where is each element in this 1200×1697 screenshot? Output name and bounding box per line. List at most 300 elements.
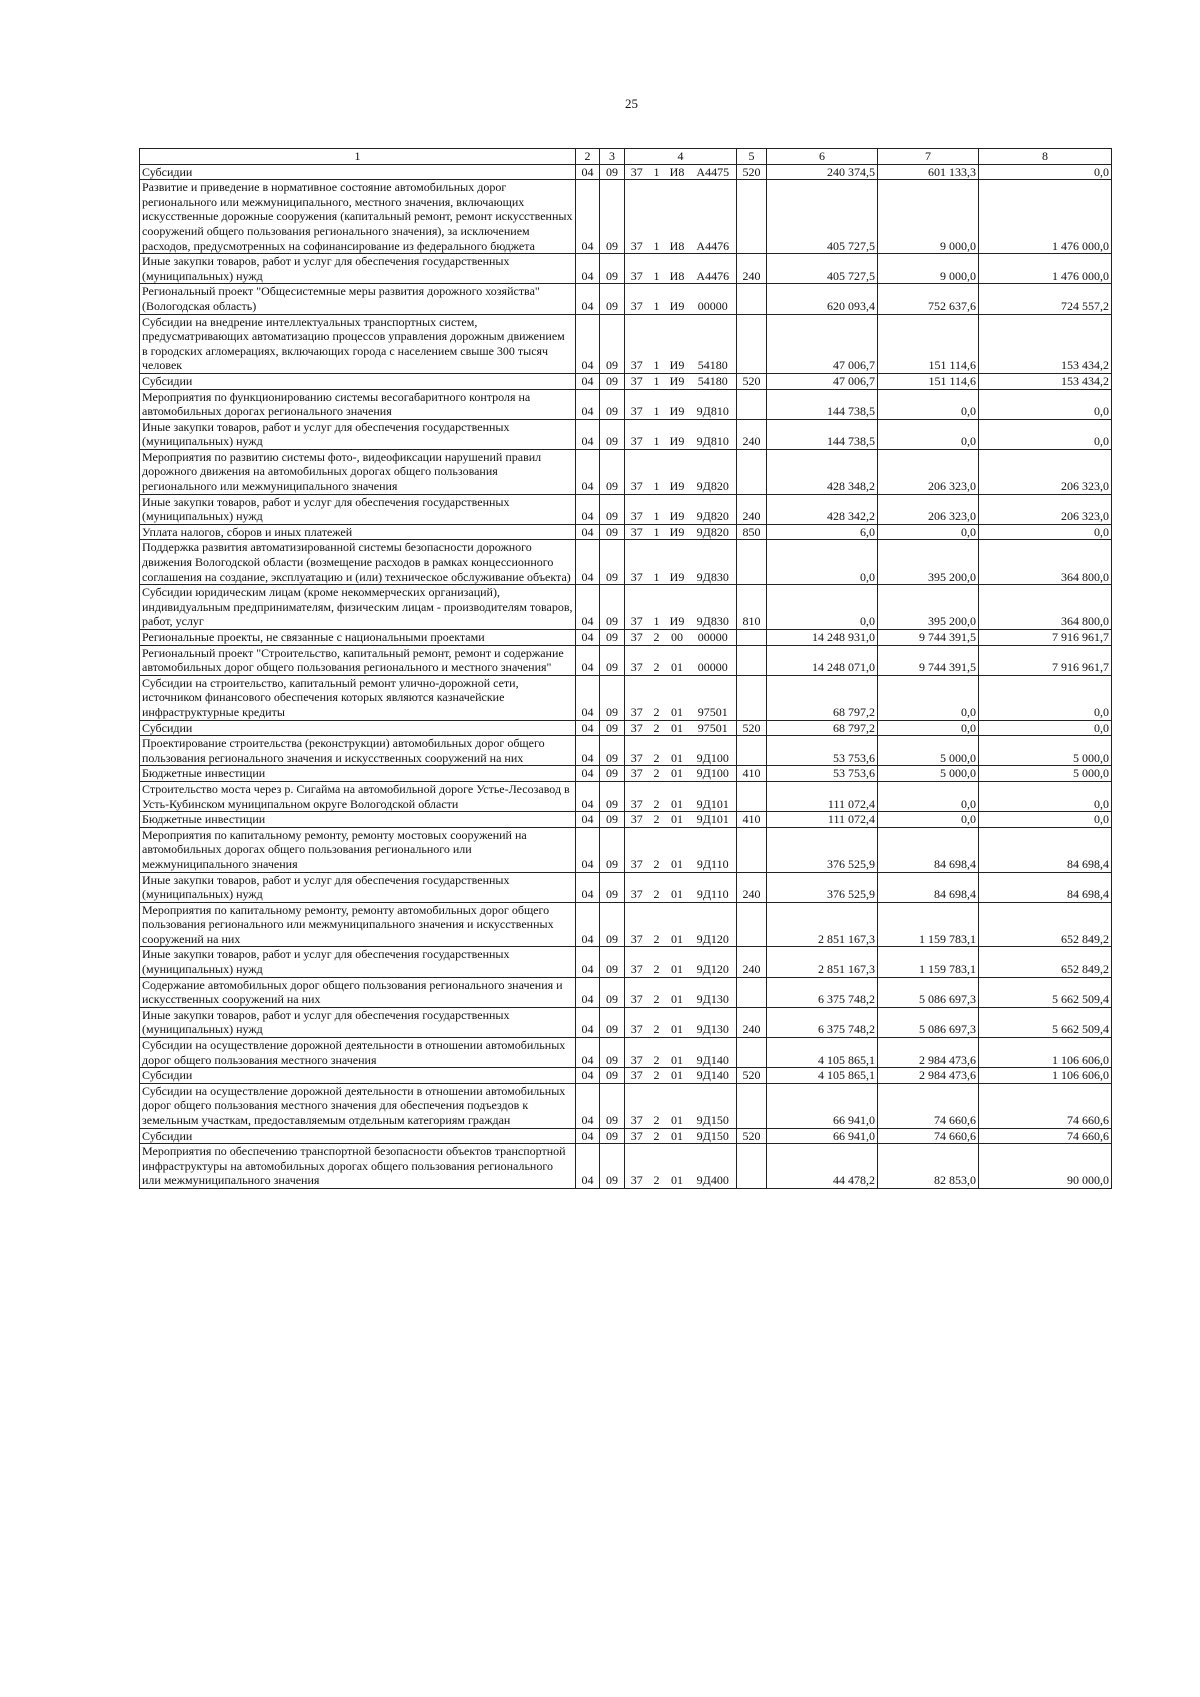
amount-col-7: 82 853,0 — [878, 1144, 979, 1189]
direction-code: 9Д120 — [690, 902, 737, 947]
program-code: 37 — [625, 1083, 649, 1128]
table-row — [140, 389, 1112, 419]
project-code: И8 — [665, 164, 690, 180]
direction-code: 00000 — [690, 645, 737, 675]
amount-col-8: 0,0 — [979, 781, 1112, 811]
table-row — [140, 284, 1112, 314]
section-code: 04 — [576, 720, 600, 736]
amount-col-6: 6,0 — [767, 524, 878, 540]
expense-type-code — [737, 314, 767, 373]
project-code: 01 — [665, 720, 690, 736]
expense-type-code: 520 — [737, 720, 767, 736]
amount-col-6: 144 738,5 — [767, 419, 878, 449]
table-row — [140, 827, 1112, 872]
project-code: 01 — [665, 766, 690, 782]
subsection-code: 09 — [600, 314, 625, 373]
program-code: 37 — [625, 494, 649, 524]
row-name: Мероприятия по капитальному ремонту, ремонту мостовых сооружений на автомобильных дорогах общего пользования регионального или межмуниципального значения — [140, 827, 576, 872]
subprogram-code: 2 — [649, 977, 665, 1007]
subsection-code: 09 — [600, 675, 625, 720]
program-code: 37 — [625, 1144, 649, 1189]
expense-type-code: 240 — [737, 419, 767, 449]
amount-col-8: 84 698,4 — [979, 827, 1112, 872]
amount-col-7: 0,0 — [878, 720, 979, 736]
amount-col-6: 6 375 748,2 — [767, 1007, 878, 1037]
subprogram-code: 2 — [649, 1083, 665, 1128]
program-code: 37 — [625, 524, 649, 540]
project-code: 01 — [665, 1038, 690, 1068]
amount-col-6: 405 727,5 — [767, 254, 878, 284]
amount-col-7: 601 133,3 — [878, 164, 979, 180]
header-cell-4: 4 — [625, 149, 737, 165]
project-code: 01 — [665, 1128, 690, 1144]
direction-code: 9Д140 — [690, 1068, 737, 1084]
direction-code: 9Д810 — [690, 419, 737, 449]
project-code: И9 — [665, 419, 690, 449]
expense-type-code — [737, 449, 767, 494]
row-name: Иные закупки товаров, работ и услуг для обеспечения государственных (муниципальных) нужд — [140, 419, 576, 449]
amount-col-8: 5 000,0 — [979, 766, 1112, 782]
subprogram-code: 2 — [649, 902, 665, 947]
header-cell-3: 3 — [600, 149, 625, 165]
amount-col-6: 6 375 748,2 — [767, 977, 878, 1007]
subsection-code: 09 — [600, 524, 625, 540]
amount-col-8: 74 660,6 — [979, 1083, 1112, 1128]
direction-code: А4476 — [690, 254, 737, 284]
direction-code: 9Д130 — [690, 977, 737, 1007]
amount-col-8: 1 106 606,0 — [979, 1038, 1112, 1068]
table-row — [140, 1128, 1112, 1144]
table-row — [140, 180, 1112, 254]
subsection-code: 09 — [600, 902, 625, 947]
amount-col-8: 5 662 509,4 — [979, 1007, 1112, 1037]
row-name: Развитие и приведение в нормативное состояние автомобильных дорог регионального или межмуниципального, местного значения, включающих искусственные дорожные сооружения (капитальный ремонт, ремонт искусственных сооружений общего пользования регионального значения), за исключением расходов, предусмотренных на софинансирование из федерального бюджета — [140, 180, 576, 254]
expense-type-code: 410 — [737, 766, 767, 782]
table-row — [140, 872, 1112, 902]
amount-col-6: 4 105 865,1 — [767, 1068, 878, 1084]
row-name: Мероприятия по развитию системы фото-, видеофиксации нарушений правил дорожного движения на автомобильных дорогах общего пользования регионального или межмуниципального значения — [140, 449, 576, 494]
project-code: И8 — [665, 254, 690, 284]
project-code: 01 — [665, 1083, 690, 1128]
amount-col-7: 2 984 473,6 — [878, 1068, 979, 1084]
amount-col-7: 0,0 — [878, 524, 979, 540]
subprogram-code: 2 — [649, 1144, 665, 1189]
expense-type-code: 520 — [737, 1128, 767, 1144]
amount-col-8: 0,0 — [979, 389, 1112, 419]
amount-col-7: 0,0 — [878, 389, 979, 419]
amount-col-8: 5 000,0 — [979, 736, 1112, 766]
section-code: 04 — [576, 180, 600, 254]
section-code: 04 — [576, 675, 600, 720]
subsection-code: 09 — [600, 389, 625, 419]
amount-col-8: 206 323,0 — [979, 449, 1112, 494]
program-code: 37 — [625, 766, 649, 782]
section-code: 04 — [576, 977, 600, 1007]
subprogram-code: 1 — [649, 494, 665, 524]
amount-col-8: 0,0 — [979, 812, 1112, 828]
header-cell-5: 5 — [737, 149, 767, 165]
amount-col-8: 153 434,2 — [979, 373, 1112, 389]
amount-col-6: 53 753,6 — [767, 736, 878, 766]
amount-col-7: 0,0 — [878, 781, 979, 811]
row-name: Поддержка развития автоматизированной системы безопасности дорожного движения Вологодской области (возмещение расходов в рамках концессионного соглашения на создание, эксплуатацию и (или) техническое обслуживание объекта) — [140, 540, 576, 585]
amount-col-6: 240 374,5 — [767, 164, 878, 180]
program-code: 37 — [625, 902, 649, 947]
row-name: Субсидии — [140, 1068, 576, 1084]
header-cell-2: 2 — [576, 149, 600, 165]
subprogram-code: 2 — [649, 675, 665, 720]
row-name: Региональный проект "Строительство, капитальный ремонт, ремонт и содержание автомобильных дорог общего пользования регионального и местного значения" — [140, 645, 576, 675]
amount-col-7: 9 000,0 — [878, 180, 979, 254]
amount-col-8: 5 662 509,4 — [979, 977, 1112, 1007]
subprogram-code: 1 — [649, 314, 665, 373]
amount-col-6: 0,0 — [767, 540, 878, 585]
direction-code: 9Д830 — [690, 540, 737, 585]
expense-type-code: 240 — [737, 494, 767, 524]
subprogram-code: 2 — [649, 736, 665, 766]
subsection-code: 09 — [600, 766, 625, 782]
subsection-code: 09 — [600, 1144, 625, 1189]
amount-col-6: 66 941,0 — [767, 1083, 878, 1128]
amount-col-8: 90 000,0 — [979, 1144, 1112, 1189]
subprogram-code: 1 — [649, 524, 665, 540]
amount-col-8: 84 698,4 — [979, 872, 1112, 902]
table-row — [140, 1007, 1112, 1037]
program-code: 37 — [625, 1038, 649, 1068]
amount-col-6: 2 851 167,3 — [767, 947, 878, 977]
amount-col-8: 364 800,0 — [979, 585, 1112, 630]
section-code: 04 — [576, 524, 600, 540]
section-code: 04 — [576, 872, 600, 902]
section-code: 04 — [576, 736, 600, 766]
direction-code: А4476 — [690, 180, 737, 254]
table-row — [140, 977, 1112, 1007]
subprogram-code: 2 — [649, 1038, 665, 1068]
subprogram-code: 2 — [649, 1068, 665, 1084]
program-code: 37 — [625, 645, 649, 675]
project-code: 01 — [665, 675, 690, 720]
direction-code: 9Д820 — [690, 494, 737, 524]
subsection-code: 09 — [600, 419, 625, 449]
amount-col-7: 5 000,0 — [878, 766, 979, 782]
amount-col-8: 724 557,2 — [979, 284, 1112, 314]
project-code: 00 — [665, 630, 690, 646]
program-code: 37 — [625, 812, 649, 828]
amount-col-8: 0,0 — [979, 720, 1112, 736]
project-code: 01 — [665, 947, 690, 977]
direction-code: 9Д100 — [690, 766, 737, 782]
amount-col-7: 9 744 391,5 — [878, 645, 979, 675]
section-code: 04 — [576, 1083, 600, 1128]
section-code: 04 — [576, 585, 600, 630]
amount-col-7: 2 984 473,6 — [878, 1038, 979, 1068]
expense-type-code — [737, 389, 767, 419]
amount-col-7: 0,0 — [878, 419, 979, 449]
budget-table — [139, 148, 1112, 1189]
section-code: 04 — [576, 1038, 600, 1068]
amount-col-8: 0,0 — [979, 524, 1112, 540]
subprogram-code: 2 — [649, 812, 665, 828]
program-code: 37 — [625, 180, 649, 254]
table-row — [140, 419, 1112, 449]
program-code: 37 — [625, 1068, 649, 1084]
amount-col-7: 1 159 783,1 — [878, 947, 979, 977]
amount-col-8: 0,0 — [979, 675, 1112, 720]
table-row — [140, 675, 1112, 720]
header-cell-7: 7 — [878, 149, 979, 165]
subsection-code: 09 — [600, 1068, 625, 1084]
project-code: 01 — [665, 977, 690, 1007]
section-code: 04 — [576, 373, 600, 389]
project-code: И8 — [665, 180, 690, 254]
direction-code: 9Д130 — [690, 1007, 737, 1037]
subsection-code: 09 — [600, 1038, 625, 1068]
subsection-code: 09 — [600, 630, 625, 646]
subsection-code: 09 — [600, 872, 625, 902]
subprogram-code: 1 — [649, 164, 665, 180]
amount-col-7: 5 000,0 — [878, 736, 979, 766]
section-code: 04 — [576, 314, 600, 373]
amount-col-7: 9 000,0 — [878, 254, 979, 284]
project-code: 01 — [665, 827, 690, 872]
project-code: 01 — [665, 736, 690, 766]
section-code: 04 — [576, 1007, 600, 1037]
amount-col-8: 652 849,2 — [979, 947, 1112, 977]
table-row — [140, 494, 1112, 524]
amount-col-8: 1 476 000,0 — [979, 180, 1112, 254]
program-code: 37 — [625, 284, 649, 314]
section-code: 04 — [576, 494, 600, 524]
expense-type-code — [737, 736, 767, 766]
expense-type-code: 520 — [737, 164, 767, 180]
table-row — [140, 766, 1112, 782]
subprogram-code: 1 — [649, 284, 665, 314]
row-name: Субсидии — [140, 1128, 576, 1144]
subprogram-code: 1 — [649, 585, 665, 630]
project-code: И9 — [665, 314, 690, 373]
subsection-code: 09 — [600, 1083, 625, 1128]
program-code: 37 — [625, 314, 649, 373]
expense-type-code: 240 — [737, 1007, 767, 1037]
table-row — [140, 540, 1112, 585]
project-code: И9 — [665, 585, 690, 630]
project-code: 01 — [665, 645, 690, 675]
subsection-code: 09 — [600, 254, 625, 284]
section-code: 04 — [576, 389, 600, 419]
amount-col-6: 66 941,0 — [767, 1128, 878, 1144]
expense-type-code — [737, 284, 767, 314]
project-code: И9 — [665, 540, 690, 585]
table-row — [140, 1144, 1112, 1189]
subprogram-code: 1 — [649, 419, 665, 449]
row-name: Региональный проект "Общесистемные меры развития дорожного хозяйства" (Вологодская область) — [140, 284, 576, 314]
amount-col-7: 1 159 783,1 — [878, 902, 979, 947]
amount-col-6: 4 105 865,1 — [767, 1038, 878, 1068]
amount-col-6: 376 525,9 — [767, 872, 878, 902]
amount-col-7: 9 744 391,5 — [878, 630, 979, 646]
table-row — [140, 1083, 1112, 1128]
expense-type-code: 240 — [737, 254, 767, 284]
table-row — [140, 781, 1112, 811]
direction-code: 9Д820 — [690, 449, 737, 494]
section-code: 04 — [576, 419, 600, 449]
row-name: Иные закупки товаров, работ и услуг для обеспечения государственных (муниципальных) нужд — [140, 1007, 576, 1037]
amount-col-8: 0,0 — [979, 164, 1112, 180]
subprogram-code: 1 — [649, 540, 665, 585]
project-code: 01 — [665, 781, 690, 811]
section-code: 04 — [576, 1144, 600, 1189]
amount-col-7: 74 660,6 — [878, 1128, 979, 1144]
subprogram-code: 2 — [649, 630, 665, 646]
header-row — [140, 149, 1112, 165]
program-code: 37 — [625, 389, 649, 419]
section-code: 04 — [576, 947, 600, 977]
subsection-code: 09 — [600, 1128, 625, 1144]
section-code: 04 — [576, 902, 600, 947]
row-name: Иные закупки товаров, работ и услуг для обеспечения государственных (муниципальных) нужд — [140, 494, 576, 524]
amount-col-6: 620 093,4 — [767, 284, 878, 314]
expense-type-code: 520 — [737, 1068, 767, 1084]
amount-col-6: 47 006,7 — [767, 314, 878, 373]
subsection-code: 09 — [600, 1007, 625, 1037]
subprogram-code: 1 — [649, 449, 665, 494]
amount-col-7: 74 660,6 — [878, 1083, 979, 1128]
amount-col-7: 395 200,0 — [878, 585, 979, 630]
direction-code: 97501 — [690, 720, 737, 736]
program-code: 37 — [625, 720, 649, 736]
row-name: Субсидии — [140, 373, 576, 389]
table-body — [140, 164, 1112, 1188]
direction-code: 9Д120 — [690, 947, 737, 977]
subsection-code: 09 — [600, 812, 625, 828]
amount-col-7: 0,0 — [878, 812, 979, 828]
direction-code: 9Д110 — [690, 827, 737, 872]
amount-col-6: 376 525,9 — [767, 827, 878, 872]
amount-col-7: 5 086 697,3 — [878, 977, 979, 1007]
direction-code: 9Д140 — [690, 1038, 737, 1068]
section-code: 04 — [576, 645, 600, 675]
table-row — [140, 812, 1112, 828]
row-name: Иные закупки товаров, работ и услуг для обеспечения государственных (муниципальных) нужд — [140, 254, 576, 284]
project-code: И9 — [665, 494, 690, 524]
amount-col-6: 68 797,2 — [767, 675, 878, 720]
project-code: И9 — [665, 389, 690, 419]
row-name: Региональные проекты, не связанные с национальными проектами — [140, 630, 576, 646]
expense-type-code — [737, 630, 767, 646]
direction-code: 9Д400 — [690, 1144, 737, 1189]
amount-col-6: 428 342,2 — [767, 494, 878, 524]
header-cell-8: 8 — [979, 149, 1112, 165]
subsection-code: 09 — [600, 720, 625, 736]
subprogram-code: 2 — [649, 781, 665, 811]
row-name: Мероприятия по функционированию системы весогабаритного контроля на автомобильных дорогах регионального значения — [140, 389, 576, 419]
subsection-code: 09 — [600, 284, 625, 314]
row-name: Субсидии юридическим лицам (кроме некоммерческих организаций), индивидуальным предпринимателям, физическим лицам - производителям товаров, работ, услуг — [140, 585, 576, 630]
header-cell-1: 1 — [140, 149, 576, 165]
amount-col-8: 364 800,0 — [979, 540, 1112, 585]
subsection-code: 09 — [600, 977, 625, 1007]
expense-type-code — [737, 977, 767, 1007]
row-name: Уплата налогов, сборов и иных платежей — [140, 524, 576, 540]
amount-col-7: 206 323,0 — [878, 449, 979, 494]
direction-code: 9Д101 — [690, 781, 737, 811]
amount-col-8: 206 323,0 — [979, 494, 1112, 524]
subsection-code: 09 — [600, 736, 625, 766]
amount-col-8: 1 476 000,0 — [979, 254, 1112, 284]
expense-type-code — [737, 675, 767, 720]
expense-type-code: 810 — [737, 585, 767, 630]
program-code: 37 — [625, 947, 649, 977]
subprogram-code: 2 — [649, 720, 665, 736]
amount-col-6: 47 006,7 — [767, 373, 878, 389]
section-code: 04 — [576, 630, 600, 646]
project-code: 01 — [665, 1068, 690, 1084]
subsection-code: 09 — [600, 585, 625, 630]
section-code: 04 — [576, 827, 600, 872]
section-code: 04 — [576, 254, 600, 284]
subprogram-code: 1 — [649, 373, 665, 389]
program-code: 37 — [625, 540, 649, 585]
table-row — [140, 1068, 1112, 1084]
section-code: 04 — [576, 766, 600, 782]
amount-col-6: 111 072,4 — [767, 812, 878, 828]
row-name: Мероприятия по обеспечению транспортной безопасности объектов транспортной инфраструктуры на автомобильных дорогах общего пользования регионального или межмуниципального значения — [140, 1144, 576, 1189]
subsection-code: 09 — [600, 540, 625, 585]
expense-type-code: 520 — [737, 373, 767, 389]
direction-code: 97501 — [690, 675, 737, 720]
amount-col-8: 1 106 606,0 — [979, 1068, 1112, 1084]
row-name: Субсидии — [140, 720, 576, 736]
direction-code: 9Д110 — [690, 872, 737, 902]
subprogram-code: 1 — [649, 254, 665, 284]
amount-col-8: 153 434,2 — [979, 314, 1112, 373]
amount-col-6: 405 727,5 — [767, 180, 878, 254]
amount-col-7: 5 086 697,3 — [878, 1007, 979, 1037]
section-code: 04 — [576, 1068, 600, 1084]
amount-col-6: 111 072,4 — [767, 781, 878, 811]
subsection-code: 09 — [600, 781, 625, 811]
expense-type-code: 240 — [737, 872, 767, 902]
subsection-code: 09 — [600, 947, 625, 977]
expense-type-code — [737, 827, 767, 872]
section-code: 04 — [576, 812, 600, 828]
row-name: Субсидии на внедрение интеллектуальных транспортных систем, предусматривающих автоматизацию процессов управления дорожным движением в городских агломерациях, включающих города с населением свыше 300 тысяч человек — [140, 314, 576, 373]
program-code: 37 — [625, 419, 649, 449]
direction-code: 54180 — [690, 314, 737, 373]
table-row — [140, 720, 1112, 736]
section-code: 04 — [576, 449, 600, 494]
amount-col-7: 84 698,4 — [878, 827, 979, 872]
program-code: 37 — [625, 630, 649, 646]
amount-col-6: 14 248 931,0 — [767, 630, 878, 646]
table-row — [140, 449, 1112, 494]
expense-type-code — [737, 540, 767, 585]
table-row — [140, 736, 1112, 766]
table-row — [140, 254, 1112, 284]
program-code: 37 — [625, 164, 649, 180]
subsection-code: 09 — [600, 449, 625, 494]
amount-col-6: 2 851 167,3 — [767, 902, 878, 947]
direction-code: 54180 — [690, 373, 737, 389]
subprogram-code: 2 — [649, 766, 665, 782]
amount-col-7: 0,0 — [878, 675, 979, 720]
amount-col-6: 14 248 071,0 — [767, 645, 878, 675]
table-row — [140, 314, 1112, 373]
table-row — [140, 373, 1112, 389]
row-name: Субсидии — [140, 164, 576, 180]
amount-col-6: 144 738,5 — [767, 389, 878, 419]
expense-type-code: 850 — [737, 524, 767, 540]
